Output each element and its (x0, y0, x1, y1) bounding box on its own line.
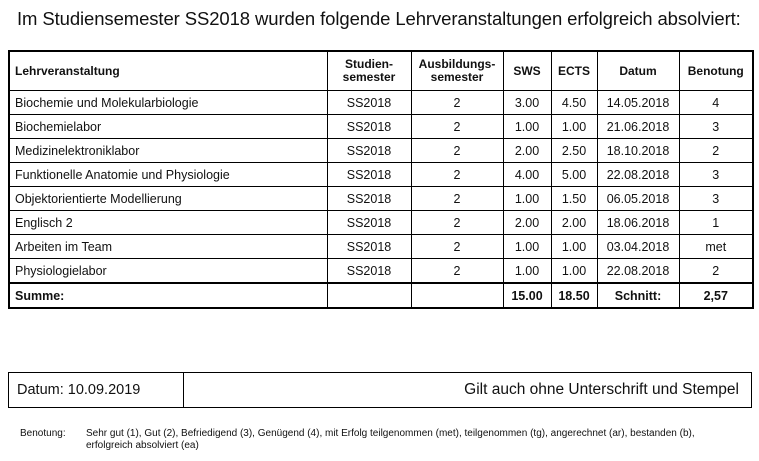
summary-empty-2 (411, 283, 503, 308)
header-course: Lehrveranstaltung (9, 51, 327, 91)
courses-table (8, 50, 754, 309)
cell-course: Englisch 2 (9, 211, 327, 235)
cell-train: 2 (411, 259, 503, 284)
summary-sws: 15.00 (503, 283, 551, 308)
header-study-semester-line2: semester (342, 70, 396, 84)
cell-study: SS2018 (327, 211, 411, 235)
header-study-semester (327, 51, 411, 91)
cell-sws: 2.00 (503, 139, 551, 163)
table-row (9, 139, 753, 163)
cell-study: SS2018 (327, 115, 411, 139)
summary-row (9, 283, 753, 308)
cell-grade: 2 (679, 139, 753, 163)
cell-grade: 2 (679, 259, 753, 284)
cell-sws: 3.00 (503, 91, 551, 115)
summary-label: Summe: (9, 283, 327, 308)
cell-study: SS2018 (327, 259, 411, 284)
table-row (9, 163, 753, 187)
cell-course: Biochemielabor (9, 115, 327, 139)
cell-sws: 1.00 (503, 235, 551, 259)
cell-train: 2 (411, 235, 503, 259)
grading-legend (20, 428, 726, 452)
summary-average: 2,57 (679, 283, 753, 308)
cell-date: 18.06.2018 (597, 211, 679, 235)
cell-sws: 1.00 (503, 259, 551, 284)
header-training-semester-line2: semester (430, 70, 484, 84)
cell-grade: 4 (679, 91, 753, 115)
cell-ects: 1.00 (551, 235, 597, 259)
cell-sws: 1.00 (503, 115, 551, 139)
header-training-semester (411, 51, 503, 91)
cell-sws: 1.00 (503, 187, 551, 211)
cell-train: 2 (411, 139, 503, 163)
cell-date: 21.06.2018 (597, 115, 679, 139)
page-heading: Im Studiensemester SS2018 wurden folgende Lehrveranstaltungen erfolgreich absolviert: (17, 8, 741, 29)
cell-ects: 1.00 (551, 259, 597, 284)
cell-date: 22.08.2018 (597, 163, 679, 187)
cell-course: Biochemie und Molekularbiologie (9, 91, 327, 115)
grading-legend-text: Sehr gut (1), Gut (2), Befriedigend (3), Genügend (4), mit Erfolg teilgenommen (met), teilgenommen (tg), angerechnet (ar), bestanden (b), erfolgreich absolviert (ea) (86, 428, 695, 451)
summary-average-label: Schnitt: (597, 283, 679, 308)
grading-legend-label: Benotung: (20, 428, 66, 439)
cell-grade: 1 (679, 211, 753, 235)
header-training-semester-line1: Ausbildungs- (418, 57, 496, 71)
cell-course: Arbeiten im Team (9, 235, 327, 259)
table-row (9, 91, 753, 115)
cell-grade: met (679, 235, 753, 259)
cell-ects: 1.50 (551, 187, 597, 211)
cell-study: SS2018 (327, 187, 411, 211)
validity-note: Gilt auch ohne Unterschrift und Stempel (464, 381, 739, 398)
summary-ects: 18.50 (551, 283, 597, 308)
header-date: Datum (597, 51, 679, 91)
cell-train: 2 (411, 163, 503, 187)
table-row (9, 187, 753, 211)
cell-course: Objektorientierte Modellierung (9, 187, 327, 211)
cell-train: 2 (411, 91, 503, 115)
table-row (9, 259, 753, 284)
table-row (9, 235, 753, 259)
cell-sws: 4.00 (503, 163, 551, 187)
cell-course: Funktionelle Anatomie und Physiologie (9, 163, 327, 187)
header-study-semester-line1: Studien- (345, 57, 393, 71)
summary-empty-1 (327, 283, 411, 308)
cell-train: 2 (411, 115, 503, 139)
cell-date: 03.04.2018 (597, 235, 679, 259)
cell-train: 2 (411, 211, 503, 235)
cell-study: SS2018 (327, 91, 411, 115)
cell-date: 22.08.2018 (597, 259, 679, 284)
cell-grade: 3 (679, 115, 753, 139)
cell-ects: 1.00 (551, 115, 597, 139)
table-row (9, 211, 753, 235)
cell-grade: 3 (679, 187, 753, 211)
cell-train: 2 (411, 187, 503, 211)
cell-ects: 5.00 (551, 163, 597, 187)
cell-ects: 4.50 (551, 91, 597, 115)
table-header-row (9, 51, 753, 91)
cell-course: Physiologielabor (9, 259, 327, 284)
cell-study: SS2018 (327, 235, 411, 259)
header-sws: SWS (503, 51, 551, 91)
table-row (9, 115, 753, 139)
cell-sws: 2.00 (503, 211, 551, 235)
header-ects: ECTS (551, 51, 597, 91)
cell-ects: 2.00 (551, 211, 597, 235)
cell-study: SS2018 (327, 139, 411, 163)
cell-date: 14.05.2018 (597, 91, 679, 115)
cell-grade: 3 (679, 163, 753, 187)
cell-course: Medizinelektroniklabor (9, 139, 327, 163)
cell-date: 06.05.2018 (597, 187, 679, 211)
cell-ects: 2.50 (551, 139, 597, 163)
header-grade: Benotung (679, 51, 753, 91)
cell-study: SS2018 (327, 163, 411, 187)
issue-date-box (8, 372, 752, 408)
cell-date: 18.10.2018 (597, 139, 679, 163)
issue-date: Datum: 10.09.2019 (9, 373, 184, 407)
